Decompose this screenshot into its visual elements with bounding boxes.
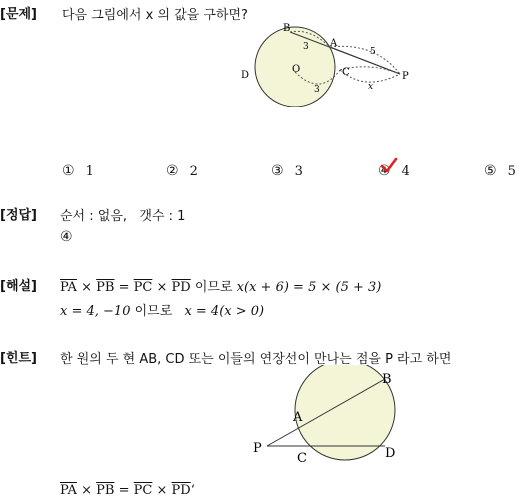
label-r1: 3 — [303, 42, 309, 52]
explanation-line1: $\overline{PA} \times \overline{PB} = \overline{PC} \times \overline{PD}$ 이므로 x(x + 6) = 5 × (5 + 3) — [60, 280, 382, 295]
choice-value: 1 — [85, 164, 94, 179]
problem-label: [문제] — [0, 7, 37, 22]
hint-label-b: B — [382, 372, 392, 387]
seg-pd: $\overline{PD}$ — [171, 280, 191, 295]
choice-mark: ① — [62, 163, 75, 179]
label-p: P — [402, 71, 409, 82]
hint-label-d: D — [385, 446, 396, 461]
choice-1[interactable] — [62, 160, 94, 179]
hint-formula: $\overline{PA} \times \overline{PB} = \overline{PC}$ × $\overline{PD}‘$ — [60, 483, 195, 498]
label-r2: 3 — [314, 85, 320, 95]
label-s1: 5 — [370, 47, 376, 57]
choice-value: 4 — [401, 164, 410, 179]
explanation-line2: x = 4, −10 이므로 x = 4(x > 0) — [60, 304, 265, 319]
choice-mark: ② — [166, 163, 179, 179]
answer-line1: 순서 : 없음, 갯수 : 1 — [60, 209, 186, 224]
choice-value: 5 — [507, 164, 516, 179]
answer-label: [정답] — [0, 208, 37, 223]
choice-value: 2 — [189, 164, 198, 179]
choice-2[interactable] — [166, 160, 198, 179]
explanation-expr1: x(x + 6) = 5 × (5 + 3) — [236, 280, 382, 295]
seg-pb: $\overline{PB}$ — [96, 280, 115, 295]
choice-mark: ④ — [378, 163, 391, 179]
hint-label-a: A — [293, 410, 303, 425]
choice-value: 3 — [294, 164, 303, 179]
label-s2: x — [368, 82, 374, 92]
label-a: A — [330, 38, 338, 49]
choice-5[interactable] — [484, 160, 516, 179]
hint-label: [힌트] — [0, 351, 37, 366]
problem-question: 다음 그림에서 x 의 값을 구하면? — [62, 8, 248, 23]
answer-line2: ④ — [60, 229, 73, 245]
label-d: D — [241, 70, 250, 81]
choice-mark: ③ — [271, 163, 284, 179]
explanation-label: [해설] — [0, 279, 37, 294]
label-o: O — [292, 64, 301, 75]
label-c: C — [342, 67, 350, 78]
choice-4[interactable] — [378, 160, 410, 179]
hint-label-p: P — [253, 441, 262, 456]
hint-figure — [245, 365, 415, 470]
hint-label-c: C — [297, 451, 307, 466]
label-b: B — [283, 23, 291, 34]
problem-figure — [230, 22, 420, 107]
check-icon — [380, 157, 398, 175]
seg-pc: $\overline{PC}$ — [133, 280, 153, 295]
hint-text: 한 원의 두 현 AB, CD 또는 이들의 연장선이 만나는 점을 P 라고 하면 — [60, 352, 452, 367]
choice-mark: ⑤ — [484, 163, 497, 179]
choice-3[interactable] — [271, 160, 303, 179]
seg-pa: $\overline{PA}$ — [60, 280, 77, 295]
